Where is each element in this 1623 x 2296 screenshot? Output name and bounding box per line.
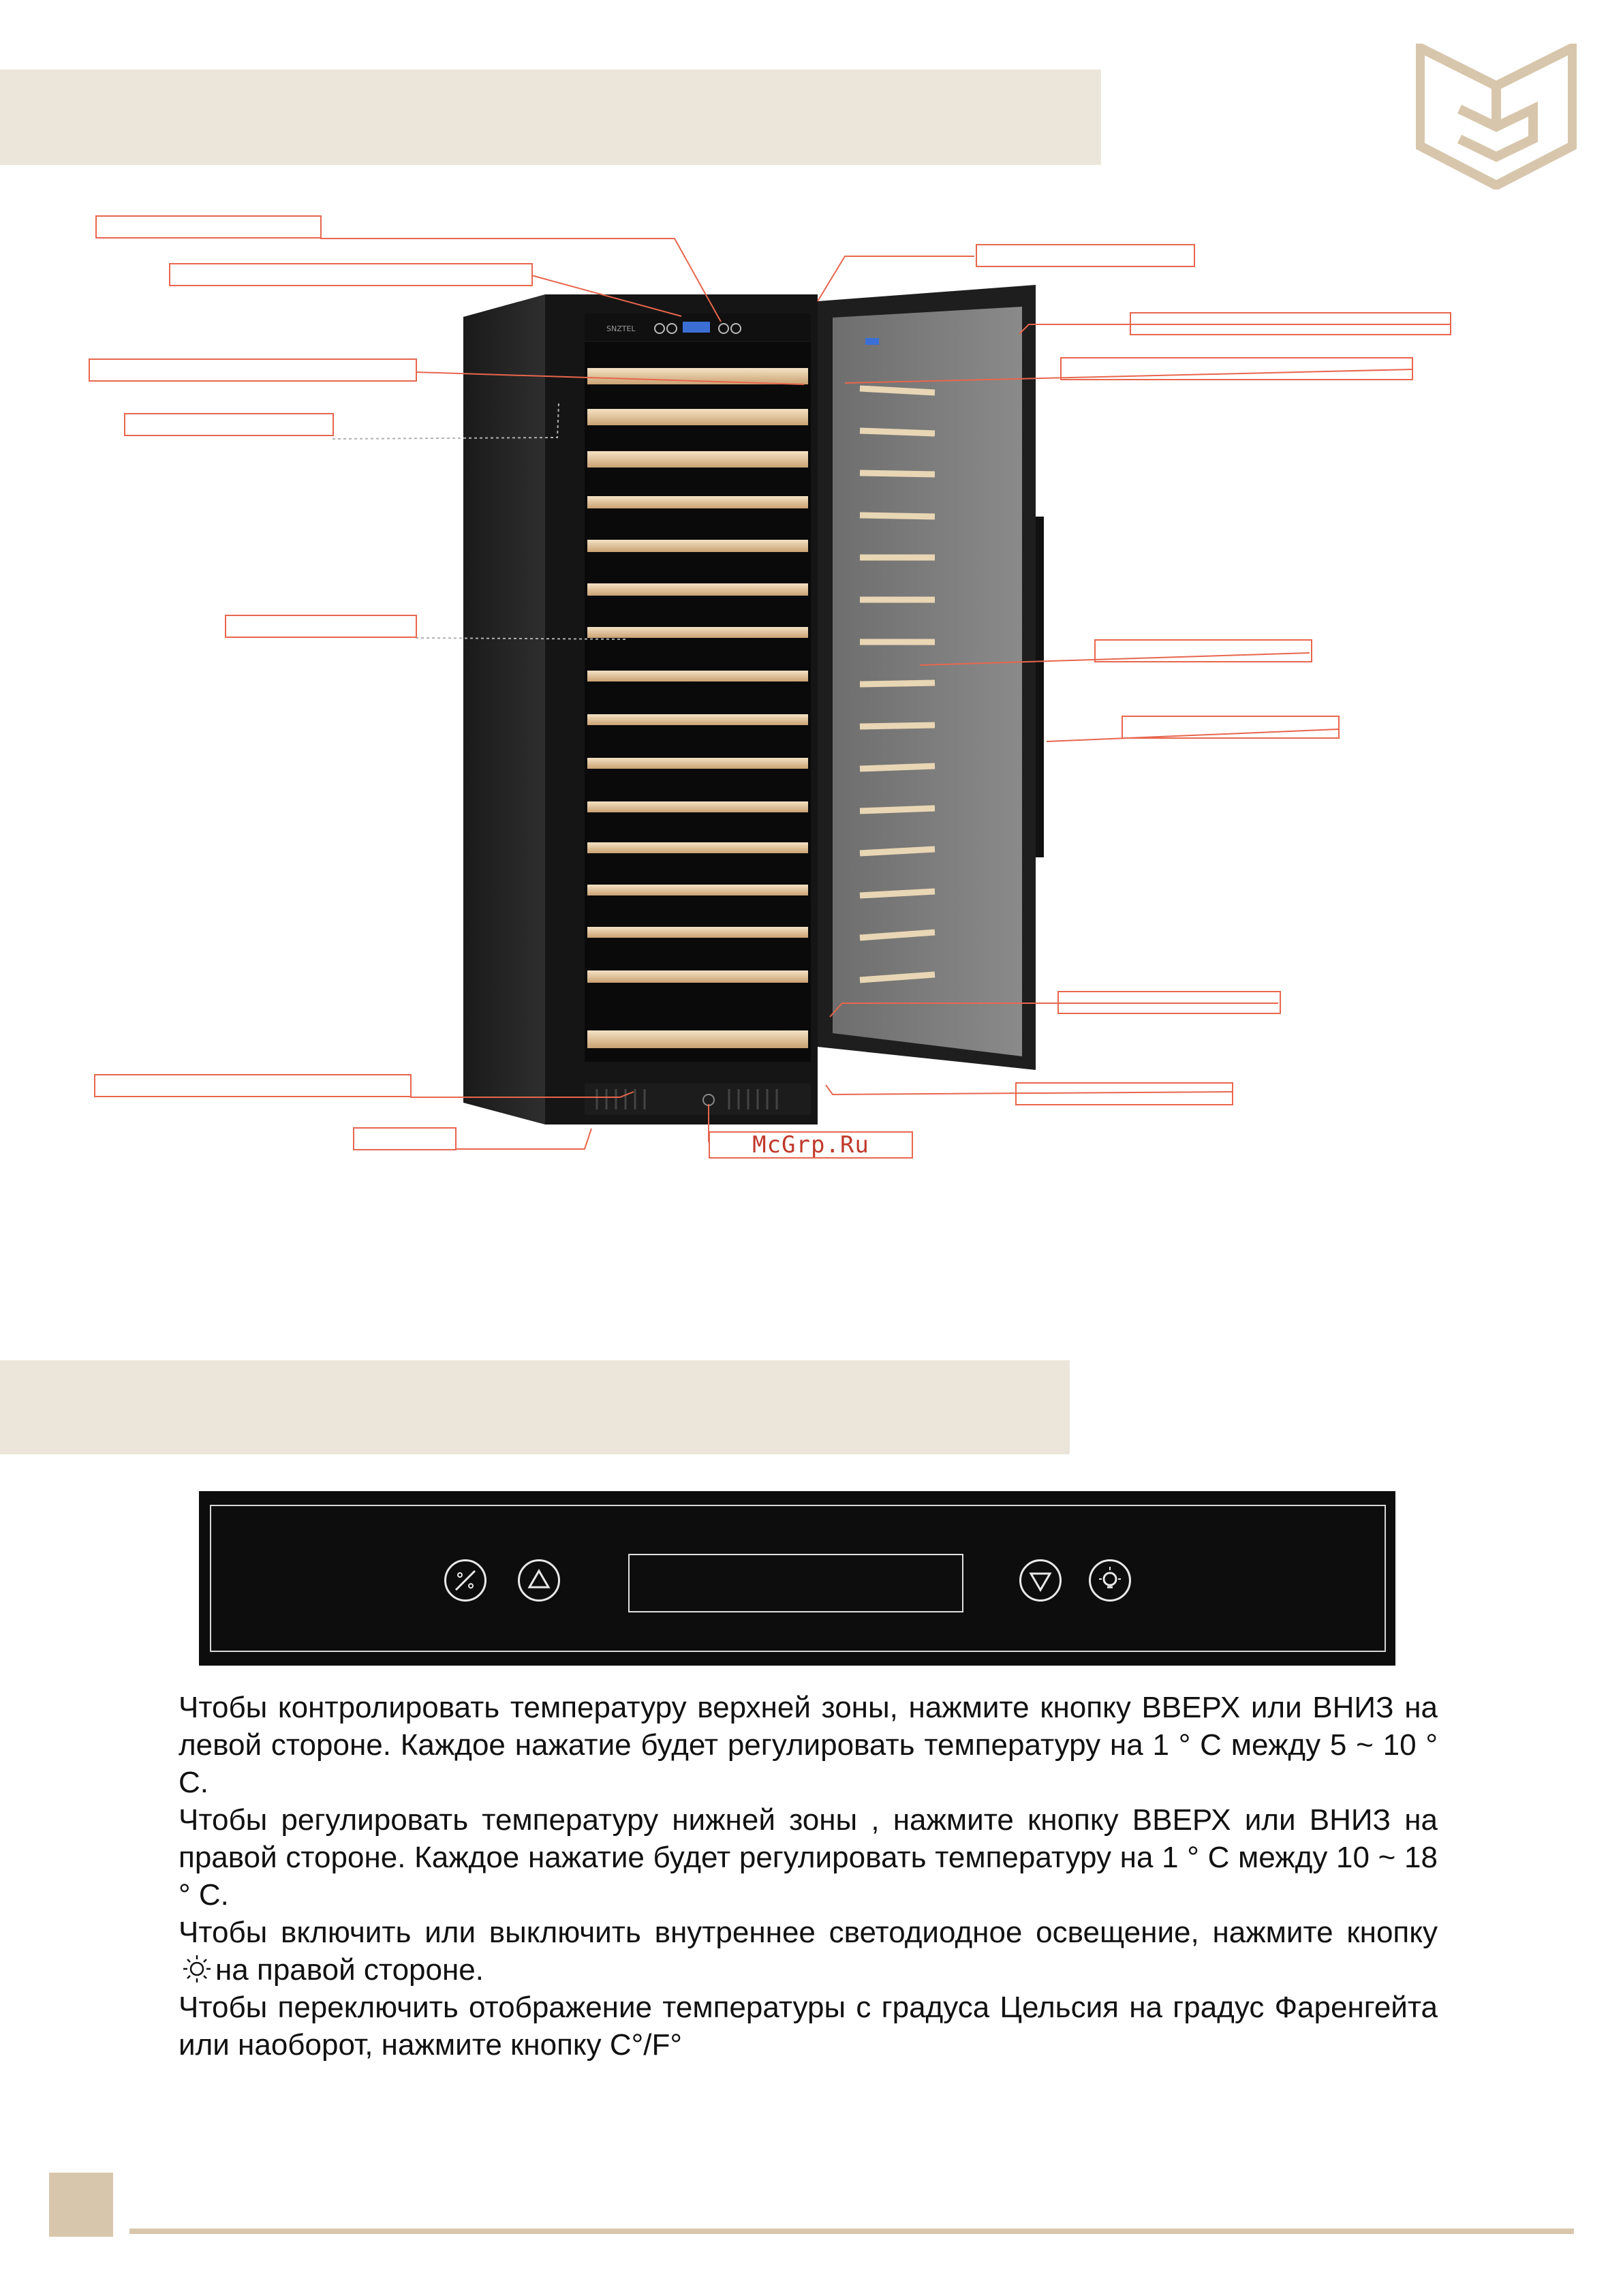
callout-label-1 xyxy=(95,215,322,239)
sun-icon xyxy=(179,1954,215,1984)
section-banner xyxy=(0,1360,1070,1454)
header-banner xyxy=(0,70,1101,165)
triangle-up-icon xyxy=(520,1561,558,1599)
instruction-light-line1: Чтобы включить или выключить внутреннее светодиодное освещение, нажмите кнопку xyxy=(179,1916,1438,1949)
down-button[interactable] xyxy=(1019,1559,1062,1602)
up-button[interactable] xyxy=(518,1559,560,1602)
brand-logo xyxy=(1416,44,1577,189)
callout-label-9 xyxy=(1130,312,1451,335)
celsius-fahrenheit-icon xyxy=(446,1561,484,1599)
callout-label-5 xyxy=(225,615,417,638)
callout-leader-lines xyxy=(0,204,1623,1172)
instruction-upper-zone: Чтобы контролировать температуру верхней зоны, нажмите кнопку ВВЕРХ или ВНИЗ на левой стороне. Каждое нажатие будет регулировать температуру на 1 ° C между 5 ~ 10 ° C. xyxy=(179,1691,1438,1799)
callout-label-2 xyxy=(169,263,533,286)
instructions xyxy=(179,1689,1438,2064)
callout-label-10 xyxy=(1060,357,1413,380)
callout-label-14 xyxy=(1015,1082,1233,1105)
watermark: McGrp.Ru xyxy=(709,1131,913,1159)
instruction-unit-switch: Чтобы переключить отображение температуры с градуса Цельсия на градус Фаренгейта или наоборот, нажмите кнопку C°/F° xyxy=(179,1991,1438,2062)
callout-label-7 xyxy=(353,1127,457,1150)
instruction-lower-zone: Чтобы регулировать температуру нижней зоны , нажмите кнопку ВВЕРХ или ВНИЗ на правой стороне. Каждое нажатие будет регулировать температуру на 1 ° C между 10 ~ 18 ° C. xyxy=(179,1803,1438,1912)
callout-label-12 xyxy=(1122,716,1340,739)
triangle-down-icon xyxy=(1021,1561,1060,1599)
control-panel xyxy=(199,1491,1395,1666)
light-button[interactable] xyxy=(1089,1559,1131,1602)
footer-rule xyxy=(129,2229,1574,2234)
instruction-light-line2 xyxy=(179,1951,1438,1989)
light-bulb-icon xyxy=(1091,1561,1129,1599)
instruction-light-suffix: на правой стороне. xyxy=(215,1953,484,1987)
callout-label-8 xyxy=(976,244,1195,267)
cabinet-brand-label: SNZTEL xyxy=(606,324,636,333)
callout-label-11 xyxy=(1094,639,1312,662)
callout-label-6 xyxy=(94,1074,412,1097)
callout-label-4 xyxy=(124,413,334,436)
page-number-block xyxy=(49,2173,113,2237)
temperature-unit-button[interactable] xyxy=(444,1559,486,1602)
callout-label-3 xyxy=(89,358,417,382)
temperature-display xyxy=(628,1554,963,1612)
callout-label-13 xyxy=(1057,991,1281,1014)
